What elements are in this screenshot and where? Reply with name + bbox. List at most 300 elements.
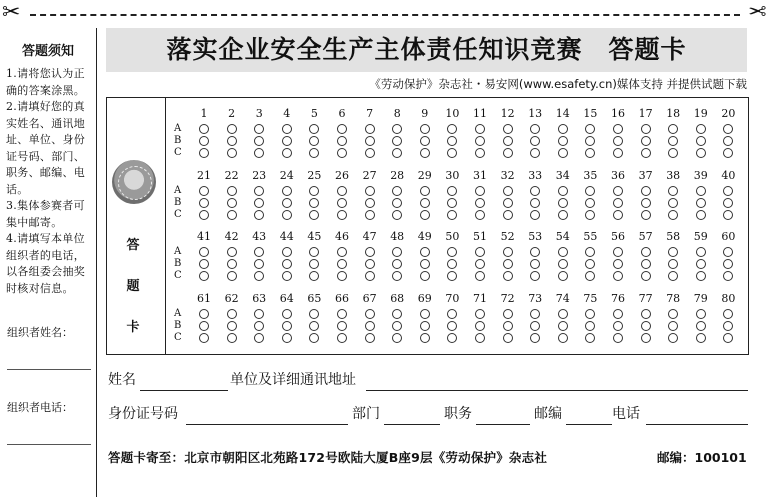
answer-bubble-q34-b[interactable] bbox=[558, 198, 568, 208]
answer-bubble-q33-c[interactable] bbox=[530, 210, 540, 220]
answer-bubble-q4-c[interactable] bbox=[282, 148, 292, 158]
question-number: 68 bbox=[390, 291, 405, 305]
answer-bubble-q38-a[interactable] bbox=[668, 186, 678, 196]
answer-bubble-q26-a[interactable] bbox=[337, 186, 347, 196]
answer-bubble-q70-b[interactable] bbox=[447, 321, 457, 331]
answer-bubble-q74-a[interactable] bbox=[558, 309, 568, 319]
answer-bubble-q62-a[interactable] bbox=[227, 309, 237, 319]
question-number: 36 bbox=[611, 168, 625, 182]
instruction-item: 4.请填写本单位组织者的电话，以各组委会抽奖时核对信息。 bbox=[6, 232, 86, 295]
answer-bubble-q56-a[interactable] bbox=[613, 247, 623, 257]
answer-bubble-q14-c[interactable] bbox=[558, 148, 568, 158]
answer-bubble-q67-b[interactable] bbox=[365, 321, 375, 331]
answer-bubble-q32-b[interactable] bbox=[503, 198, 513, 208]
answer-bubble-q66-c[interactable] bbox=[337, 333, 347, 343]
answer-bubble-q52-a[interactable] bbox=[503, 247, 513, 257]
answer-bubble-q17-c[interactable] bbox=[641, 148, 651, 158]
answer-bubble-q57-b[interactable] bbox=[641, 259, 651, 269]
answer-bubble-q7-b[interactable] bbox=[365, 136, 375, 146]
answer-bubble-q54-b[interactable] bbox=[558, 259, 568, 269]
question-number: 63 bbox=[252, 291, 267, 305]
answer-bubble-q64-c[interactable] bbox=[282, 333, 292, 343]
question-number: 29 bbox=[417, 168, 432, 182]
answer-bubble-q32-c[interactable] bbox=[503, 210, 513, 220]
answer-bubble-q19-b[interactable] bbox=[696, 136, 706, 146]
answer-bubble-q73-c[interactable] bbox=[530, 333, 540, 343]
question-number: 5 bbox=[310, 107, 318, 120]
answer-bubble-q9-b[interactable] bbox=[420, 136, 430, 146]
answer-bubble-q36-b[interactable] bbox=[613, 198, 623, 208]
answer-bubble-q79-c[interactable] bbox=[696, 333, 706, 343]
option-label-c: C bbox=[174, 208, 182, 220]
answer-bubble-q2-b[interactable] bbox=[227, 136, 237, 146]
option-label-a: A bbox=[174, 184, 182, 196]
question-number: 42 bbox=[224, 230, 239, 243]
answer-bubble-q30-a[interactable] bbox=[447, 186, 457, 196]
answer-bubble-q46-c[interactable] bbox=[337, 271, 347, 281]
answer-bubble-q80-a[interactable] bbox=[723, 309, 733, 319]
question-number: 27 bbox=[362, 168, 377, 182]
answer-bubble-q35-c[interactable] bbox=[585, 210, 595, 220]
answer-bubble-q66-a[interactable] bbox=[337, 309, 347, 319]
answer-bubble-q28-b[interactable] bbox=[392, 198, 402, 208]
question-number: 47 bbox=[362, 230, 377, 243]
answer-bubble-q80-c[interactable] bbox=[723, 333, 733, 343]
id-number-label: 身份证号码 bbox=[108, 406, 178, 422]
grid-divider bbox=[165, 97, 166, 355]
answer-bubble-q44-c[interactable] bbox=[282, 271, 292, 281]
answer-bubble-q54-c[interactable] bbox=[558, 271, 568, 281]
answer-bubble-q75-a[interactable] bbox=[585, 309, 595, 319]
answer-bubble-q31-a[interactable] bbox=[475, 186, 485, 196]
answer-bubble-q71-c[interactable] bbox=[475, 333, 485, 343]
answer-bubble-q66-b[interactable] bbox=[337, 321, 347, 331]
answer-bubble-q41-a[interactable] bbox=[199, 247, 209, 257]
answer-bubble-q41-c[interactable] bbox=[199, 271, 209, 281]
mailing-zip: 邮编：100101 bbox=[657, 450, 747, 465]
answer-bubble-q22-a[interactable] bbox=[227, 186, 237, 196]
answer-bubble-q42-a[interactable] bbox=[227, 247, 237, 257]
answer-bubble-q16-b[interactable] bbox=[613, 136, 623, 146]
answer-bubble-q64-b[interactable] bbox=[282, 321, 292, 331]
answer-bubble-q22-b[interactable] bbox=[227, 198, 237, 208]
answer-bubble-q6-a[interactable] bbox=[337, 124, 347, 134]
answer-bubble-q4-b[interactable] bbox=[282, 136, 292, 146]
answer-bubble-q35-b[interactable] bbox=[585, 198, 595, 208]
answer-bubble-q74-b[interactable] bbox=[558, 321, 568, 331]
answer-bubble-q1-c[interactable] bbox=[199, 148, 209, 158]
answer-bubble-q47-c[interactable] bbox=[365, 271, 375, 281]
answer-bubble-q21-c[interactable] bbox=[199, 210, 209, 220]
answer-bubble-q7-c[interactable] bbox=[365, 148, 375, 158]
answer-bubble-q63-c[interactable] bbox=[254, 333, 264, 343]
question-number: 49 bbox=[417, 230, 432, 243]
question-number: 17 bbox=[638, 107, 653, 120]
answer-bubble-q71-b[interactable] bbox=[475, 321, 485, 331]
answer-bubble-q46-a[interactable] bbox=[337, 247, 347, 257]
answer-bubble-q49-c[interactable] bbox=[420, 271, 430, 281]
notice-title: 答题须知 bbox=[21, 44, 74, 59]
question-number: 26 bbox=[335, 168, 349, 182]
answer-bubble-q67-a[interactable] bbox=[365, 309, 375, 319]
question-number: 8 bbox=[393, 107, 401, 120]
question-number: 51 bbox=[473, 230, 487, 243]
name-label: 姓名 bbox=[108, 372, 136, 388]
answer-bubble-q1-a[interactable] bbox=[199, 124, 209, 134]
answer-bubble-q51-a[interactable] bbox=[475, 247, 485, 257]
answer-bubble-q68-c[interactable] bbox=[392, 333, 402, 343]
answer-bubble-q49-b[interactable] bbox=[420, 259, 430, 269]
answer-bubble-q28-a[interactable] bbox=[392, 186, 402, 196]
question-number: 48 bbox=[390, 230, 405, 243]
answer-bubble-q21-b[interactable] bbox=[199, 198, 209, 208]
emblem-ring bbox=[118, 166, 152, 200]
answer-bubble-q78-b[interactable] bbox=[668, 321, 678, 331]
answer-bubble-q28-c[interactable] bbox=[392, 210, 402, 220]
answer-bubble-q26-c[interactable] bbox=[337, 210, 347, 220]
answer-bubble-q30-c[interactable] bbox=[447, 210, 457, 220]
answer-bubble-q6-c[interactable] bbox=[337, 148, 347, 158]
answer-bubble-q64-a[interactable] bbox=[282, 309, 292, 319]
question-number: 31 bbox=[473, 168, 487, 182]
answer-bubble-q47-a[interactable] bbox=[365, 247, 375, 257]
answer-bubble-q37-a[interactable] bbox=[641, 186, 651, 196]
answer-bubble-q76-b[interactable] bbox=[613, 321, 623, 331]
answer-bubble-q61-a[interactable] bbox=[199, 309, 209, 319]
answer-bubble-q62-b[interactable] bbox=[227, 321, 237, 331]
answer-bubble-q42-c[interactable] bbox=[227, 271, 237, 281]
answer-bubble-q12-b[interactable] bbox=[503, 136, 513, 146]
answer-bubble-q69-c[interactable] bbox=[420, 333, 430, 343]
option-label-c: C bbox=[174, 270, 182, 281]
question-number: 33 bbox=[528, 168, 543, 182]
answer-bubble-q61-c[interactable] bbox=[199, 333, 209, 343]
answer-bubble-q23-a[interactable] bbox=[254, 186, 264, 196]
answer-bubble-q62-c[interactable] bbox=[227, 333, 237, 343]
answer-bubble-q56-b[interactable] bbox=[613, 259, 623, 269]
question-number: 2 bbox=[228, 107, 236, 120]
answer-bubble-q29-b[interactable] bbox=[420, 198, 430, 208]
answer-bubble-q16-c[interactable] bbox=[613, 148, 623, 158]
question-number: 39 bbox=[693, 168, 708, 182]
answer-bubble-q12-c[interactable] bbox=[503, 148, 513, 158]
answer-bubble-q36-c[interactable] bbox=[613, 210, 623, 220]
answer-bubble-q24-c[interactable] bbox=[282, 210, 292, 220]
option-label-b: B bbox=[174, 135, 182, 146]
answer-bubble-q30-b[interactable] bbox=[447, 198, 457, 208]
question-number: 37 bbox=[638, 168, 653, 182]
answer-bubble-q24-b[interactable] bbox=[282, 198, 292, 208]
question-number: 73 bbox=[528, 291, 543, 305]
answer-bubble-q39-c[interactable] bbox=[696, 210, 706, 220]
answer-bubble-q14-b[interactable] bbox=[558, 136, 568, 146]
answer-bubble-q63-b[interactable] bbox=[254, 321, 264, 331]
answer-bubble-q80-b[interactable] bbox=[723, 321, 733, 331]
side-label-char: 卡 bbox=[126, 320, 140, 335]
question-number: 19 bbox=[693, 107, 708, 120]
answer-bubble-q12-a[interactable] bbox=[503, 124, 513, 134]
media-support-note: 《劳动保护》杂志社・易安网(www.esafety.cn)媒体支持 并提供试题下载 bbox=[369, 77, 747, 91]
answer-bubble-q63-a[interactable] bbox=[254, 309, 264, 319]
answer-bubble-q69-b[interactable] bbox=[420, 321, 430, 331]
answer-bubble-q68-b[interactable] bbox=[392, 321, 402, 331]
address-label: 单位及详细通讯地址 bbox=[230, 372, 356, 388]
position-field[interactable] bbox=[476, 424, 530, 425]
phone-field[interactable] bbox=[646, 424, 748, 425]
answer-bubble-q1-b[interactable] bbox=[199, 136, 209, 146]
department-field[interactable] bbox=[384, 424, 440, 425]
answer-bubble-q73-a[interactable] bbox=[530, 309, 540, 319]
answer-bubble-q19-c[interactable] bbox=[696, 148, 706, 158]
answer-bubble-q29-c[interactable] bbox=[420, 210, 430, 220]
question-number: 57 bbox=[638, 230, 653, 243]
question-number: 16 bbox=[611, 107, 625, 120]
question-number: 53 bbox=[528, 230, 543, 243]
page-title: 落实企业安全生产主体责任知识竞赛 答题卡 bbox=[106, 28, 747, 72]
question-number: 45 bbox=[307, 230, 322, 243]
answer-bubble-q25-a[interactable] bbox=[309, 186, 319, 196]
question-number: 6 bbox=[338, 107, 346, 120]
instruction-item: 1.请将您认为正确的答案涂黑。 bbox=[6, 67, 86, 97]
answer-bubble-q33-b[interactable] bbox=[530, 198, 540, 208]
scissors-right-icon: ✂ bbox=[747, 0, 766, 25]
question-number: 71 bbox=[473, 291, 487, 305]
answer-bubble-q9-a[interactable] bbox=[420, 124, 430, 134]
question-number: 15 bbox=[583, 107, 598, 120]
answer-bubble-q2-a[interactable] bbox=[227, 124, 237, 134]
organizer-name-field[interactable] bbox=[7, 369, 91, 370]
answer-bubble-q23-b[interactable] bbox=[254, 198, 264, 208]
answer-bubble-q71-a[interactable] bbox=[475, 309, 485, 319]
question-number: 75 bbox=[583, 291, 598, 305]
answer-bubble-q77-b[interactable] bbox=[641, 321, 651, 331]
answer-bubble-q79-b[interactable] bbox=[696, 321, 706, 331]
answer-bubble-q34-a[interactable] bbox=[558, 186, 568, 196]
phone-label: 电话 bbox=[612, 406, 640, 422]
answer-bubble-q76-a[interactable] bbox=[613, 309, 623, 319]
address-field[interactable] bbox=[366, 390, 748, 391]
question-number: 74 bbox=[555, 291, 570, 305]
answer-bubble-q68-a[interactable] bbox=[392, 309, 402, 319]
question-number: 52 bbox=[500, 230, 515, 243]
option-label-b: B bbox=[174, 196, 182, 208]
cut-line bbox=[30, 14, 740, 16]
answer-bubble-q38-c[interactable] bbox=[668, 210, 678, 220]
answer-bubble-q73-b[interactable] bbox=[530, 321, 540, 331]
question-number: 9 bbox=[421, 107, 429, 120]
answer-bubble-q51-b[interactable] bbox=[475, 259, 485, 269]
answer-bubble-q59-c[interactable] bbox=[696, 271, 706, 281]
answer-bubble-q79-a[interactable] bbox=[696, 309, 706, 319]
answer-bubble-q6-b[interactable] bbox=[337, 136, 347, 146]
answer-bubble-q65-c[interactable] bbox=[309, 333, 319, 343]
question-number: 67 bbox=[362, 291, 377, 305]
answer-bubble-q39-b[interactable] bbox=[696, 198, 706, 208]
answer-bubble-q2-c[interactable] bbox=[227, 148, 237, 158]
question-number: 24 bbox=[279, 168, 294, 182]
answer-bubble-q17-a[interactable] bbox=[641, 124, 651, 134]
position-label: 职务 bbox=[444, 406, 472, 422]
answer-bubble-q41-b[interactable] bbox=[199, 259, 209, 269]
answer-bubble-q78-a[interactable] bbox=[668, 309, 678, 319]
question-number: 13 bbox=[528, 107, 543, 120]
question-number: 54 bbox=[555, 230, 570, 243]
question-number: 28 bbox=[390, 168, 405, 182]
answer-bubble-q11-c[interactable] bbox=[475, 148, 485, 158]
answer-bubble-q76-c[interactable] bbox=[613, 333, 623, 343]
answer-bubble-q40-c[interactable] bbox=[723, 210, 733, 220]
question-number: 66 bbox=[335, 291, 349, 305]
question-number: 14 bbox=[555, 107, 570, 120]
scissors-left-icon: ✂ bbox=[2, 0, 21, 25]
question-number: 4 bbox=[283, 107, 291, 120]
question-number: 77 bbox=[638, 291, 653, 305]
answer-bubble-q27-a[interactable] bbox=[365, 186, 375, 196]
answer-bubble-q11-a[interactable] bbox=[475, 124, 485, 134]
answer-bubble-q35-a[interactable] bbox=[585, 186, 595, 196]
question-number: 3 bbox=[255, 107, 263, 120]
question-number: 38 bbox=[666, 168, 681, 182]
answer-bubble-q61-b[interactable] bbox=[199, 321, 209, 331]
answer-bubble-q23-c[interactable] bbox=[254, 210, 264, 220]
option-label-b: B bbox=[174, 258, 182, 269]
answer-bubble-q44-a[interactable] bbox=[282, 247, 292, 257]
question-number: 34 bbox=[555, 168, 570, 182]
question-number: 80 bbox=[721, 291, 736, 305]
answer-bubble-q26-b[interactable] bbox=[337, 198, 347, 208]
answer-bubble-q70-a[interactable] bbox=[447, 309, 457, 319]
answer-bubble-q65-a[interactable] bbox=[309, 309, 319, 319]
question-number: 78 bbox=[666, 291, 681, 305]
answer-bubble-q31-c[interactable] bbox=[475, 210, 485, 220]
answer-bubble-q16-a[interactable] bbox=[613, 124, 623, 134]
answer-bubble-q24-a[interactable] bbox=[282, 186, 292, 196]
question-number: 12 bbox=[500, 107, 515, 120]
answer-bubble-q72-b[interactable] bbox=[503, 321, 513, 331]
answer-bubble-q75-c[interactable] bbox=[585, 333, 595, 343]
answer-bubble-q67-c[interactable] bbox=[365, 333, 375, 343]
option-label-a: A bbox=[174, 246, 182, 257]
answer-bubble-q11-b[interactable] bbox=[475, 136, 485, 146]
organizer-phone-field[interactable] bbox=[7, 444, 91, 445]
question-number: 46 bbox=[335, 230, 349, 243]
answer-bubble-q78-c[interactable] bbox=[668, 333, 678, 343]
question-number: 60 bbox=[721, 230, 736, 243]
answer-bubble-q47-b[interactable] bbox=[365, 259, 375, 269]
name-field[interactable] bbox=[140, 390, 228, 391]
question-number: 20 bbox=[721, 107, 736, 120]
answer-bubble-q77-a[interactable] bbox=[641, 309, 651, 319]
answer-bubble-q36-a[interactable] bbox=[613, 186, 623, 196]
answer-bubble-q40-b[interactable] bbox=[723, 198, 733, 208]
option-label-c: C bbox=[174, 147, 182, 158]
answer-bubble-q77-c[interactable] bbox=[641, 333, 651, 343]
answer-bubble-q33-a[interactable] bbox=[530, 186, 540, 196]
question-number: 25 bbox=[307, 168, 322, 182]
question-number: 56 bbox=[611, 230, 625, 243]
option-label-c: C bbox=[174, 331, 182, 343]
question-number: 21 bbox=[197, 168, 211, 182]
option-label-a: A bbox=[174, 123, 182, 134]
answer-bubble-q49-a[interactable] bbox=[420, 247, 430, 257]
question-number: 1 bbox=[200, 107, 208, 120]
id-number-field[interactable] bbox=[186, 424, 348, 425]
answer-bubble-q39-a[interactable] bbox=[696, 186, 706, 196]
answer-bubble-q59-b[interactable] bbox=[696, 259, 706, 269]
answer-bubble-q25-b[interactable] bbox=[309, 198, 319, 208]
answer-bubble-q46-b[interactable] bbox=[337, 259, 347, 269]
answer-bubble-q37-c[interactable] bbox=[641, 210, 651, 220]
question-number: 43 bbox=[252, 230, 267, 243]
answer-bubble-q7-a[interactable] bbox=[365, 124, 375, 134]
answer-bubble-q42-b[interactable] bbox=[227, 259, 237, 269]
answer-bubble-q72-a[interactable] bbox=[503, 309, 513, 319]
answer-bubble-q65-b[interactable] bbox=[309, 321, 319, 331]
answer-bubble-q14-a[interactable] bbox=[558, 124, 568, 134]
answer-bubble-q72-c[interactable] bbox=[503, 333, 513, 343]
answer-bubble-q44-b[interactable] bbox=[282, 259, 292, 269]
instruction-item: 3.集体参赛者可集中邮寄。 bbox=[6, 199, 85, 229]
answer-bubble-q54-a[interactable] bbox=[558, 247, 568, 257]
question-number: 69 bbox=[417, 291, 432, 305]
question-number: 59 bbox=[693, 230, 708, 243]
answer-bubble-q25-c[interactable] bbox=[309, 210, 319, 220]
answer-bubble-q57-a[interactable] bbox=[641, 247, 651, 257]
question-number: 76 bbox=[611, 291, 625, 305]
answer-bubble-q17-b[interactable] bbox=[641, 136, 651, 146]
answer-bubble-q52-c[interactable] bbox=[503, 271, 513, 281]
answer-bubble-q70-c[interactable] bbox=[447, 333, 457, 343]
answer-bubble-q40-a[interactable] bbox=[723, 186, 733, 196]
organizer-phone-label: 组织者电话： bbox=[7, 401, 73, 414]
question-number: 18 bbox=[666, 107, 681, 120]
answer-bubble-q32-a[interactable] bbox=[503, 186, 513, 196]
answer-bubble-q57-c[interactable] bbox=[641, 271, 651, 281]
answer-bubble-q27-b[interactable] bbox=[365, 198, 375, 208]
answer-bubble-q59-a[interactable] bbox=[696, 247, 706, 257]
answer-bubble-q27-c[interactable] bbox=[365, 210, 375, 220]
answer-bubble-q38-b[interactable] bbox=[668, 198, 678, 208]
option-label-b: B bbox=[174, 319, 182, 331]
question-number: 55 bbox=[583, 230, 598, 243]
answer-bubble-q4-a[interactable] bbox=[282, 124, 292, 134]
answer-bubble-q74-c[interactable] bbox=[558, 333, 568, 343]
mailing-address: 答题卡寄至：北京市朝阳区北苑路172号欧陆大厦B座9层《劳动保护》杂志社 bbox=[108, 450, 548, 465]
answer-bubble-q19-a[interactable] bbox=[696, 124, 706, 134]
instruction-panel bbox=[0, 28, 97, 497]
question-number: 7 bbox=[366, 107, 374, 120]
answer-bubble-q22-c[interactable] bbox=[227, 210, 237, 220]
answer-bubble-q69-a[interactable] bbox=[420, 309, 430, 319]
answer-bubble-q37-b[interactable] bbox=[641, 198, 651, 208]
answer-bubble-q21-a[interactable] bbox=[199, 186, 209, 196]
answer-bubble-q52-b[interactable] bbox=[503, 259, 513, 269]
side-label-char: 答 bbox=[126, 238, 140, 253]
postcode-field[interactable] bbox=[566, 424, 612, 425]
answer-bubble-q9-c[interactable] bbox=[420, 148, 430, 158]
question-number: 22 bbox=[224, 168, 239, 182]
answer-bubble-q51-c[interactable] bbox=[475, 271, 485, 281]
answer-bubble-q34-c[interactable] bbox=[558, 210, 568, 220]
answer-bubble-q75-b[interactable] bbox=[585, 321, 595, 331]
question-number: 79 bbox=[693, 291, 708, 305]
answer-bubble-q29-a[interactable] bbox=[420, 186, 430, 196]
postcode-label: 邮编 bbox=[534, 406, 562, 422]
question-number: 30 bbox=[445, 168, 460, 182]
answer-bubble-q31-b[interactable] bbox=[475, 198, 485, 208]
question-number: 32 bbox=[500, 168, 515, 182]
answer-bubble-q56-c[interactable] bbox=[613, 271, 623, 281]
